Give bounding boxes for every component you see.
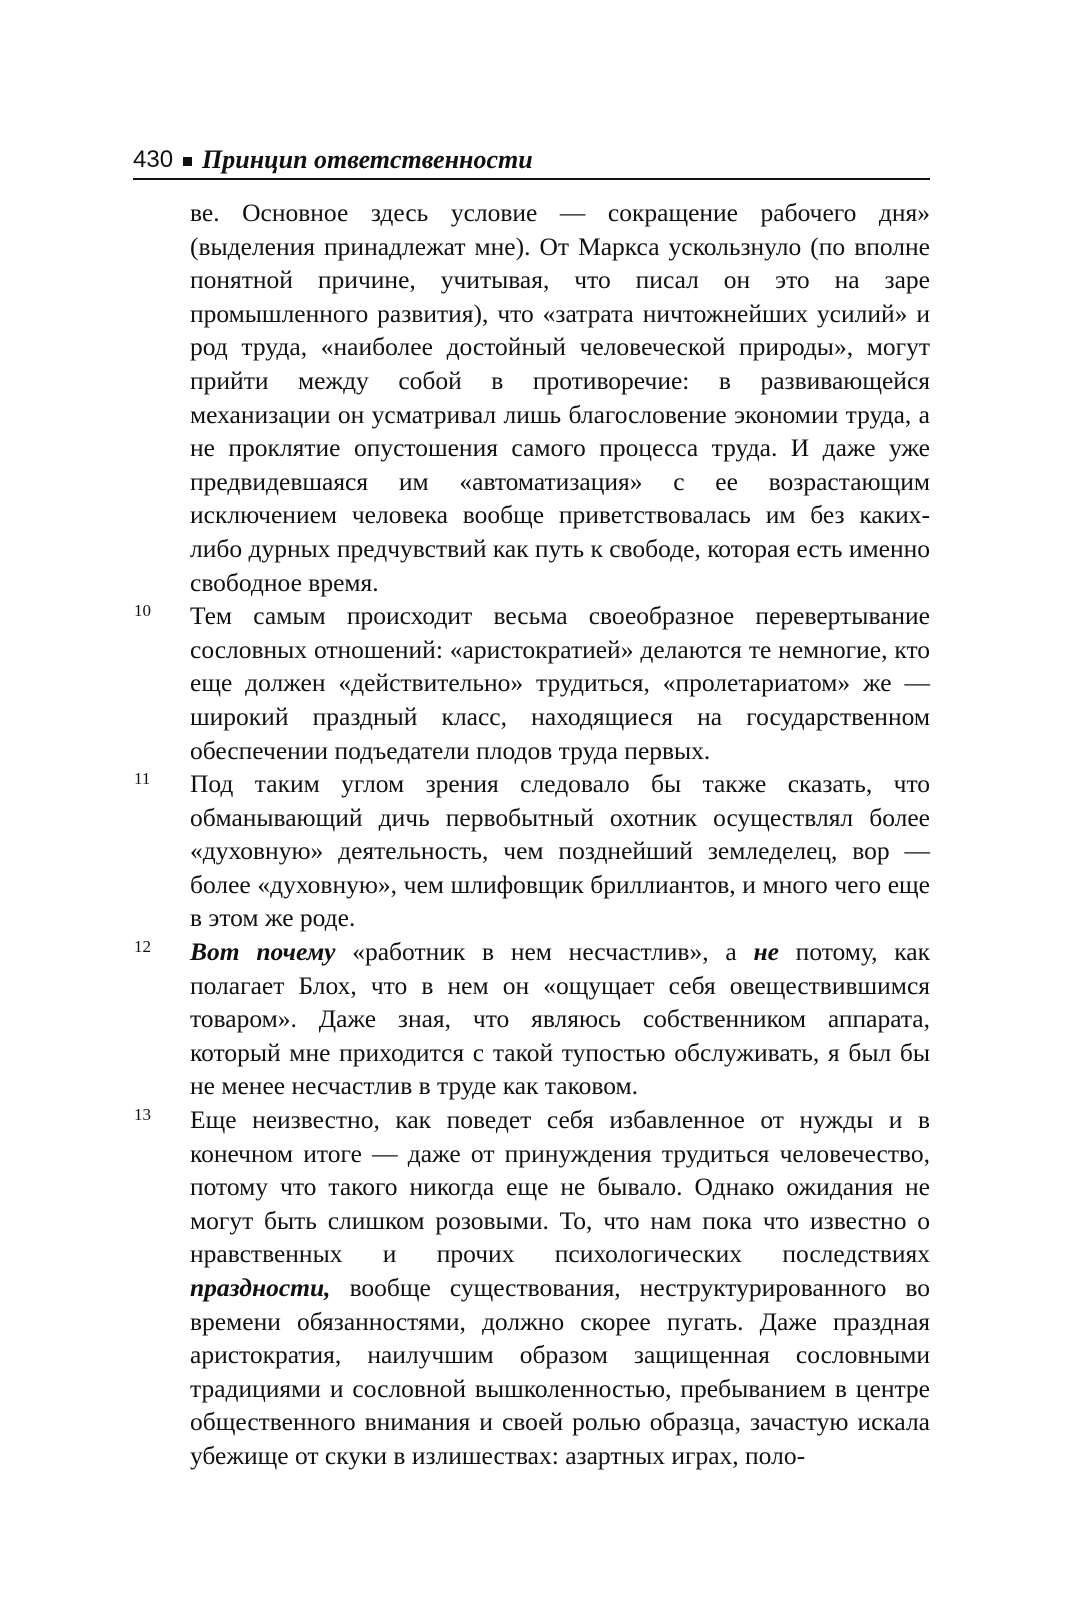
note-text: [190, 1103, 930, 1473]
note-12: [134, 935, 930, 1103]
note-text: ве. Основное здесь условие — сокращение рабочего дня» (выделения принадлежат мне). От Маркса ускользнуло (по вполне понятной причине, учитывая, что писал он это на заре промышленного развития), что «затрата ничтожнейших усилий» и род труда, «наиболее достойный человеческой природы», могут прийти между собой в противоречие: в развивающейся механизации он усматривал лишь благословение экономии труда, а не проклятие опустошения самого процесса труда. И даже уже предвидевшаяся им «автоматизация» с ее возрастающим исключением человека вообще приветствовалась им без каких-либо дурных предчувствий как путь к свободе, которая есть именно свободное время.: [190, 198, 930, 597]
notes-body: [134, 196, 930, 1473]
square-bullet-icon: [183, 157, 192, 166]
text-segment: Еще неизвестно, как поведет себя избавленное от нужды и в конечном итоге — даже от принуждения трудиться человечество, потому что такого никогда еще не бывало. Однако ожидания не могут быть слишком розовыми. То, что нам пока что известно о нравственных и прочих психологических последствиях: [190, 1105, 930, 1269]
note-text: Тем самым происходит весьма своеобразное перевертывание сословных отношений: «аристократией» делаются те немногие, кто еще должен «действительно» трудиться, «пролетариатом» же — широкий праздный класс, находящиеся на государственном обеспечении подъедатели плодов труда первых.: [190, 601, 930, 765]
note-text: Под таким углом зрения следовало бы также сказать, что обманывающий дичь первобытный охотник осуществлял более «духовную» деятельность, чем позднейший земледелец, вор — более «духовную», чем шлифовщик бриллиантов, и много чего еще в этом же роде.: [190, 769, 930, 933]
text-segment: «работник в нем несчастлив», а: [335, 937, 754, 967]
note-number: 13: [134, 1105, 151, 1125]
page-number: 430: [133, 146, 174, 173]
italic-phrase: Вот почему: [190, 937, 336, 967]
note-number: 10: [134, 601, 151, 621]
italic-phrase: не: [753, 937, 779, 967]
note-text: [190, 935, 930, 1103]
note-11: [134, 767, 930, 935]
note-continuation: [190, 196, 930, 599]
text-segment: потому, как полагает Блох, что в нем он «ощущает себя овеществившимся товаром». Даже зная, что являюсь собственником аппарата, который мне приходится с такой тупостью обслуживать, я был бы не менее несчастлив в труде как таковом.: [190, 937, 930, 1101]
text-segment: вообще существования, неструктурированного во времени обязанностями, должно скорее пугать. Даже праздная аристократия, наилучшим образом защищенная сословными традициями и сословной вышколенностью, пребыванием в центре общественного внимания и своей ролью образца, зачастую искала убежище от скуки в излишествах: азартных играх, поло-: [190, 1273, 930, 1470]
italic-phrase: праздности,: [190, 1273, 331, 1302]
running-title: Принцип ответственности: [202, 145, 533, 174]
note-number: 12: [134, 937, 151, 957]
note-13: [134, 1103, 930, 1473]
running-header: [133, 144, 930, 180]
note-number: 11: [134, 769, 151, 789]
note-10: [134, 599, 930, 767]
